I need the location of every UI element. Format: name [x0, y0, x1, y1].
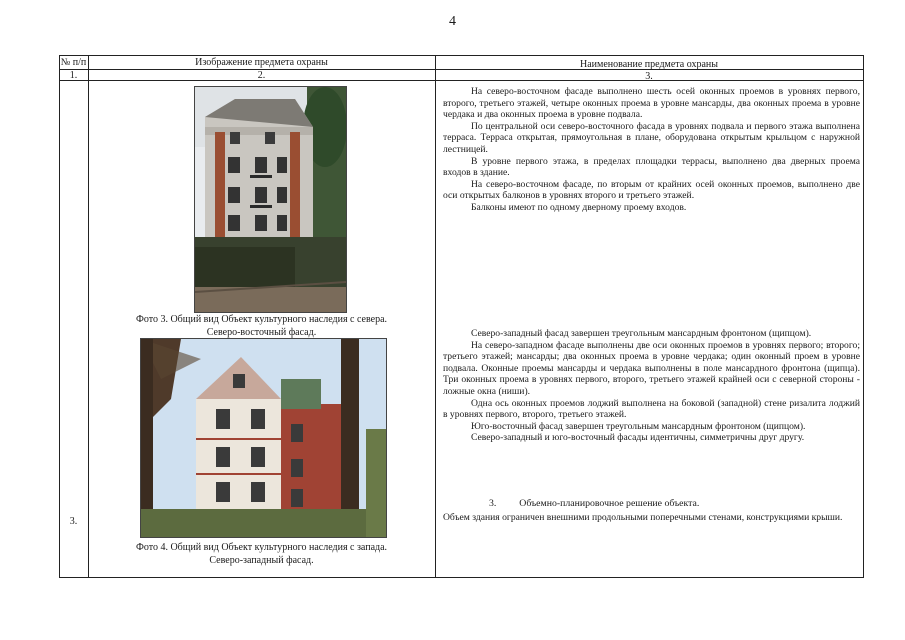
paragraph: Юго-восточный фасад завершен треугольным мансардным фронтоном (щипцом).	[471, 420, 806, 432]
photo-4-caption-line2: Северо-западный фасад.	[209, 555, 314, 566]
section-3-number: 3.	[489, 498, 497, 509]
header-image: Изображение предмета охраны	[195, 57, 328, 68]
photo-west-facade	[140, 338, 387, 538]
paragraph: Северо-западный фасад завершен треугольным мансардным фронтоном (щипцом).	[471, 328, 812, 339]
page-number: 4	[449, 14, 456, 29]
photo-4-caption	[95, 541, 428, 567]
section-3-text	[443, 512, 860, 524]
header-name: Наименование предмета охраны	[579, 59, 718, 70]
photo-3-caption-line2: Северо-восточный фасад.	[206, 327, 317, 338]
numbering-col2: 2.	[257, 70, 266, 81]
photo-3-caption	[95, 313, 428, 339]
paragraph: Одна ось оконных проемов лоджий выполнена на боковой (западной) стене ризалита лоджий в уровнях первого, второго, третьего этажей.	[443, 397, 860, 421]
paragraph: В уровне первого этажа, в пределах площадки террасы, выполнено два дверных проема входов в здание.	[443, 155, 860, 179]
photo-4-caption-line1: Фото 4. Общий вид Объект культурного наследия с запада.	[135, 542, 388, 553]
paragraph: По центральной оси северо-восточного фасада в уровнях подвала и первого этажа выполнена терраса. Терраса открытая, прямоугольная в плане, оборудована открытым крыльцом с наружной лестницей.	[443, 120, 860, 155]
photo-north-facade	[194, 86, 347, 313]
section-3-title: Объемно-планировочное решение объекта.	[519, 498, 700, 509]
paragraph: Объем здания ограничен внешними продольными поперечными стенами, конструкциями крыши.	[443, 512, 843, 523]
paragraph: На северо-восточном фасаде выполнено шесть осей оконных проемов в уровнях первого, второго, третьего этажей, четыре оконных проема в уровне мансарды, два оконных проема в уровне чердака и два оконных проема в уровне подвала.	[443, 86, 860, 121]
description-northwest-facade	[443, 328, 860, 444]
paragraph: На северо-восточном фасаде, по вторым от крайних осей оконных проемов, выполнено две оси открытых балконов в уровнях второго и третьего этажей.	[443, 178, 860, 202]
numbering-col3: 3.	[645, 71, 653, 82]
paragraph: На северо-западном фасаде выполнены две оси оконных проемов в уровнях первого; второго; третьего этажей; мансарды; два оконных проема в уровне чердака; один оконный проем в уровне подвала. Оконные проемы мансарды и чердака выполнены в поле мансардного фронтона (щипца). Три оконных проема в уровнях первого, второго, третьего этажей крайней оси с северной стороны - ложные окна (ниши).	[443, 339, 860, 397]
description-northeast-facade	[443, 86, 860, 214]
paragraph: Северо-западный и юго-восточный фасады идентичны, симметричны друг другу.	[471, 432, 805, 444]
paragraph: Балконы имеют по одному дверному проему входов.	[471, 201, 687, 213]
numbering-col1: 1.	[69, 70, 78, 81]
row-number: 3.	[69, 516, 78, 527]
section-3-heading	[489, 498, 699, 509]
photo-3-caption-line1: Фото 3. Общий вид Объект культурного наследия с севера.	[135, 314, 388, 325]
header-number: № п/п	[60, 57, 87, 68]
